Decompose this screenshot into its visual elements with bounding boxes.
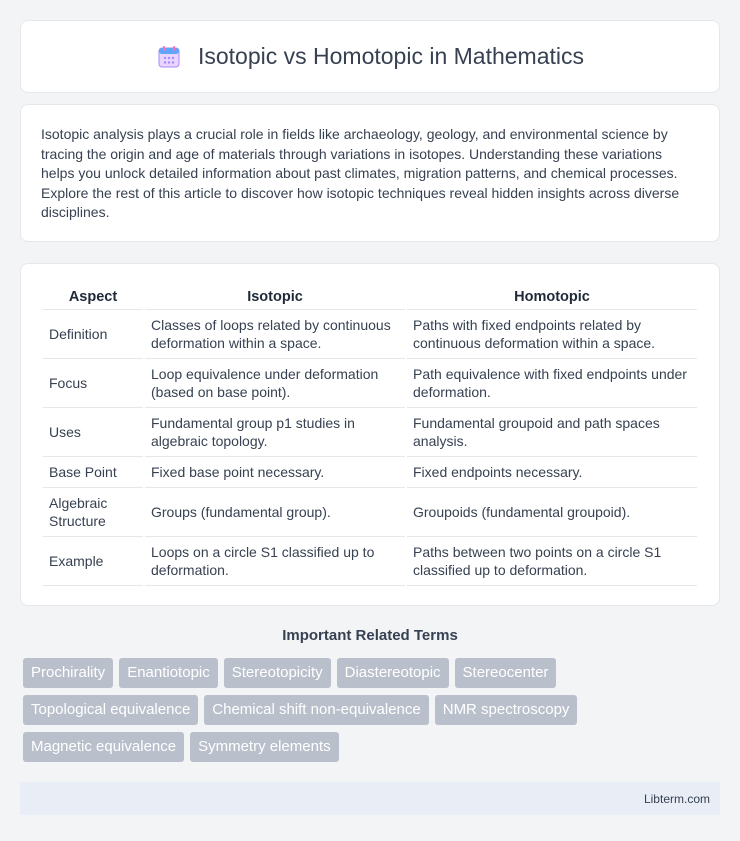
term-tag[interactable]: Topological equivalence: [23, 695, 198, 725]
cell-aspect: Uses: [43, 408, 143, 457]
header-isotopic: Isotopic: [145, 284, 405, 310]
term-tag[interactable]: Magnetic equivalence: [23, 732, 184, 762]
comparison-table-card: [20, 263, 720, 606]
table-row: [43, 457, 697, 488]
term-tag[interactable]: Chemical shift non-equivalence: [204, 695, 428, 725]
header-homotopic: Homotopic: [407, 284, 697, 310]
cell-homotopic: Paths between two points on a circle S1 classified up to deformation.: [407, 537, 697, 586]
term-tag[interactable]: Stereocenter: [455, 658, 557, 688]
related-terms-list: [23, 658, 717, 762]
table-row: [43, 310, 697, 359]
cell-homotopic: Paths with fixed endpoints related by continuous deformation within a space.: [407, 310, 697, 359]
cell-homotopic: Fundamental groupoid and path spaces analysis.: [407, 408, 697, 457]
related-terms-heading: Important Related Terms: [282, 627, 458, 644]
cell-isotopic: Fundamental group p1 studies in algebraic topology.: [145, 408, 405, 457]
cell-isotopic: Loops on a circle S1 classified up to deformation.: [145, 537, 405, 586]
cell-aspect: Algebraic Structure: [43, 488, 143, 537]
cell-homotopic: Fixed endpoints necessary.: [407, 457, 697, 488]
term-tag[interactable]: Prochirality: [23, 658, 113, 688]
footer-site-link[interactable]: Libterm.com: [643, 791, 710, 806]
term-tag[interactable]: NMR spectroscopy: [435, 695, 578, 725]
table-header-row: [43, 284, 697, 310]
table-row: [43, 488, 697, 537]
cell-homotopic: Path equivalence with fixed endpoints under deformation.: [407, 359, 697, 408]
comparison-table: [41, 284, 699, 586]
cell-aspect: Focus: [43, 359, 143, 408]
table-row: [43, 359, 697, 408]
cell-aspect: Base Point: [43, 457, 143, 488]
cell-aspect: Example: [43, 537, 143, 586]
cell-isotopic: Groups (fundamental group).: [145, 488, 405, 537]
intro-text: Isotopic analysis plays a crucial role in fields like archaeology, geology, and environmental science by tracing the origin and age of materials through variations in isotopes. Understanding these variations helps you unlock detailed information about past climates, migration patterns, and chemical processes. Explore the rest of this article to discover how isotopic techniques reveal hidden insights across diverse disciplines.: [41, 126, 680, 221]
table-row: [43, 408, 697, 457]
term-tag[interactable]: Symmetry elements: [190, 732, 339, 762]
term-tag[interactable]: Diastereotopic: [337, 658, 449, 688]
cell-isotopic: Fixed base point necessary.: [145, 457, 405, 488]
term-tag[interactable]: Stereotopicity: [224, 658, 331, 688]
term-tag[interactable]: Enantiotopic: [119, 658, 218, 688]
footer: [20, 782, 720, 815]
cell-isotopic: Classes of loops related by continuous deformation within a space.: [145, 310, 405, 359]
page-title: Isotopic vs Homotopic in Mathematics: [197, 43, 585, 69]
cell-isotopic: Loop equivalence under deformation (based on base point).: [145, 359, 405, 408]
table-row: [43, 537, 697, 586]
header-aspect: Aspect: [43, 284, 143, 310]
header-card: [20, 20, 720, 93]
calendar-icon: [156, 44, 182, 70]
intro-card: [20, 104, 720, 242]
cell-homotopic: Groupoids (fundamental groupoid).: [407, 488, 697, 537]
cell-aspect: Definition: [43, 310, 143, 359]
